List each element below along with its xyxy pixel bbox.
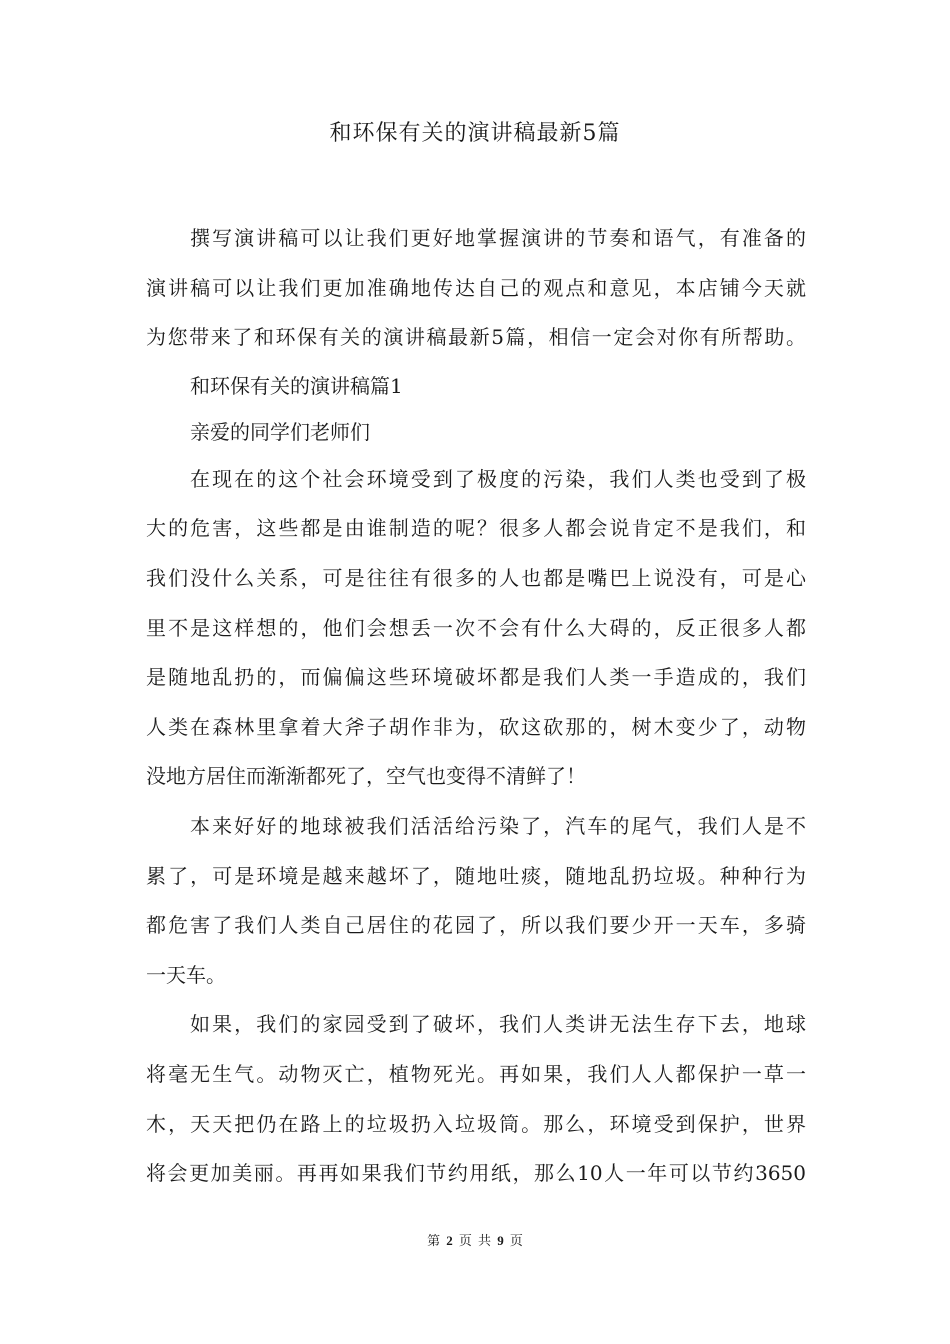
text-line: 为您带来了和环保有关的演讲稿最新5篇，相信一定会对你有所帮助。 — [146, 325, 806, 350]
text-line: 在现在的这个社会环境受到了极度的污染，我们人类也受到了极 — [190, 466, 806, 491]
footer-middle: 页 共 — [458, 1234, 492, 1249]
footer-suffix: 页 — [509, 1234, 523, 1249]
text-line: 累了，可是环境是越来越坏了，随地吐痰，随地乱扔垃圾。种种行为 — [146, 863, 806, 888]
footer-prefix: 第 — [427, 1234, 441, 1249]
document-body — [146, 214, 806, 1199]
text-line: 人类在森林里拿着大斧子胡作非为，砍这砍那的，树木变少了，动物 — [146, 714, 806, 739]
text-line: 大的危害，这些都是由谁制造的呢？很多人都会说肯定不是我们，和 — [146, 516, 806, 541]
text-line: 演讲稿可以让我们更加准确地传达自己的观点和意见，本店铺今天就 — [146, 275, 806, 300]
text-line: 亲爱的同学们老师们 — [190, 419, 370, 444]
text-line: 如果，我们的家园受到了破坏，我们人类讲无法生存下去，地球 — [190, 1012, 806, 1037]
text-line: 和环保有关的演讲稿篇1 — [190, 373, 403, 398]
text-line: 一天车。 — [146, 962, 226, 987]
text-line: 将毫无生气。动物灭亡，植物死光。再如果，我们人人都保护一草一 — [146, 1061, 806, 1086]
text-line: 本来好好的地球被我们活活给污染了，汽车的尾气，我们人是不 — [190, 813, 806, 838]
total-page-count: 9 — [497, 1233, 504, 1248]
text-line: 没地方居住而渐渐都死了，空气也变得不清鲜了！ — [146, 764, 586, 789]
text-line: 将会更加美丽。再再如果我们节约用纸，那么10人一年可以节约3650 — [146, 1161, 806, 1186]
current-page-number: 2 — [446, 1233, 453, 1248]
page-footer — [0, 1231, 950, 1252]
text-line: 我们没什么关系，可是往往有很多的人也都是嘴巴上说没有，可是心 — [146, 565, 806, 590]
text-line: 都危害了我们人类自己居住的花园了，所以我们要少开一天车，多骑 — [146, 913, 806, 938]
text-line: 里不是这样想的，他们会想丢一次不会有什么大碍的，反正很多人都 — [146, 615, 806, 640]
document-title: 和环保有关的演讲稿最新5篇 — [329, 121, 621, 146]
text-line: 是随地乱扔的，而偏偏这些环境破坏都是我们人类一手造成的，我们 — [146, 665, 806, 690]
text-line: 木，天天把仍在路上的垃圾扔入垃圾筒。那么，环境受到保护，世界 — [146, 1111, 806, 1136]
text-line: 撰写演讲稿可以让我们更好地掌握演讲的节奏和语气，有准备的 — [190, 226, 806, 250]
